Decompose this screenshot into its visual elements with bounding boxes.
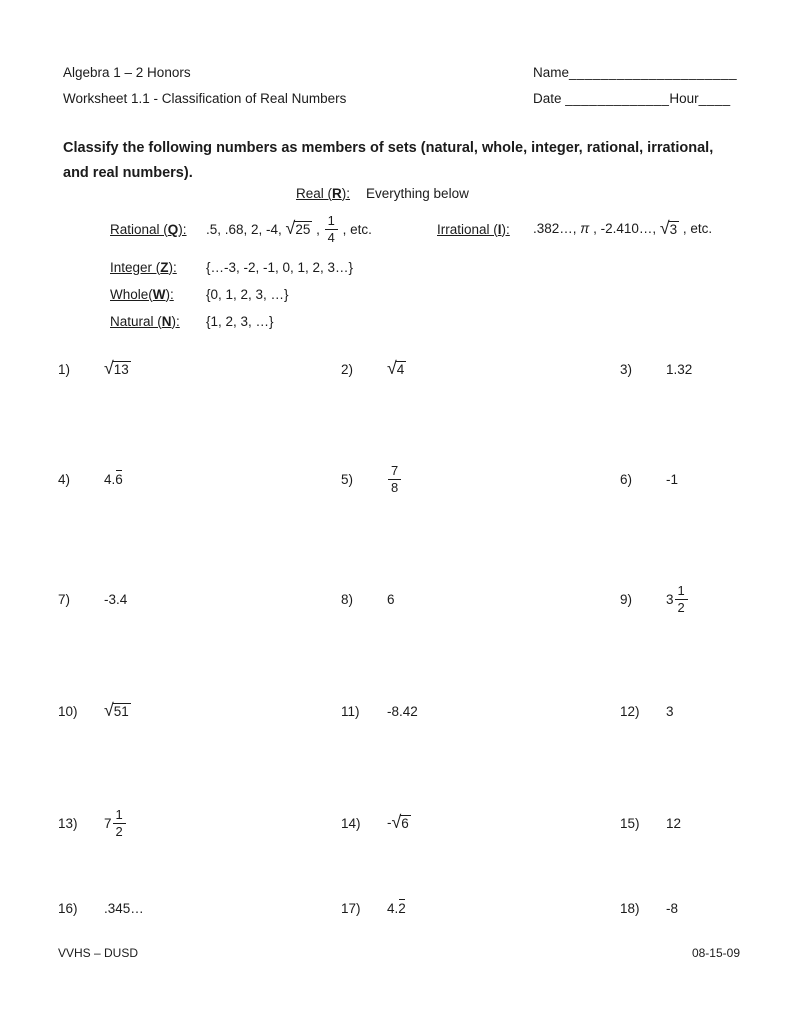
math-text: {…-3, -2, -1, 0, 1, 2, 3…} [206, 259, 354, 275]
radical-symbol: √ [659, 217, 670, 238]
rational-set-definition [110, 206, 372, 252]
integer-set-examples [206, 260, 353, 275]
math-text: -8.42 [387, 703, 418, 719]
real-set-definition [296, 186, 469, 201]
problem-9 [620, 578, 689, 620]
problem-number: 18) [620, 900, 640, 916]
whole-set-examples [206, 287, 289, 302]
problem-number: 13) [58, 815, 78, 831]
sqrt-expression [659, 217, 679, 238]
radicand: 4 [396, 361, 405, 377]
header-left [63, 60, 346, 112]
sqrt-expression [285, 217, 313, 238]
footer-school: VVHS – DUSD [58, 946, 139, 960]
rational-set-label: Rational (Q): [110, 221, 187, 237]
problem-6 [620, 452, 678, 506]
math-text: .345… [104, 900, 144, 916]
math-text: {1, 2, 3, …} [206, 313, 274, 329]
numerator: 1 [325, 213, 338, 230]
irrational-set-examples [533, 217, 713, 238]
problem-number: 15) [620, 815, 640, 831]
math-text: 4. [104, 471, 116, 487]
problem-18 [620, 891, 678, 925]
pi-symbol: π [580, 221, 590, 237]
math-text: .382…, [533, 221, 581, 237]
denominator: 2 [115, 823, 123, 839]
radicand: 13 [113, 361, 129, 377]
problem-number: 10) [58, 703, 78, 719]
problem-value [666, 362, 692, 377]
date-hour-field [533, 86, 737, 112]
problem-number: 14) [341, 815, 361, 831]
math-text: 1.32 [666, 361, 693, 377]
problem-value [104, 699, 131, 720]
natural-set-label: Natural (N): [110, 313, 180, 329]
radical-symbol: √ [285, 217, 296, 238]
problem-number: 8) [341, 591, 354, 607]
problem-4 [58, 452, 123, 506]
problem-number: 9) [620, 591, 633, 607]
hour-blank-line: ____ [698, 91, 731, 106]
radical-symbol: √ [391, 811, 402, 832]
header-right [533, 60, 737, 112]
fraction [325, 213, 338, 245]
course-title: Algebra 1 – 2 Honors [63, 65, 191, 80]
problem-number: 17) [341, 900, 361, 916]
math-text: -1 [666, 471, 679, 487]
fraction [388, 463, 401, 495]
problem-17 [341, 891, 406, 925]
problem-10 [58, 694, 131, 728]
name-blank-line: _____________________ [569, 65, 738, 80]
problem-value [666, 704, 674, 719]
radicand: 3 [669, 221, 678, 237]
problem-value [387, 463, 402, 495]
sqrt-expression [387, 357, 406, 378]
radicand: 51 [113, 703, 129, 719]
problem-value [666, 472, 678, 487]
rational-set-examples [206, 213, 372, 245]
fraction [675, 583, 688, 615]
math-text: -3.4 [104, 591, 128, 607]
instruction-line-1: Classify the following numbers as members of sets (natural, whole, integer, rational, irrational, [63, 140, 714, 156]
irrational-set-label: Irrational (I): [437, 221, 510, 237]
radical-symbol: √ [104, 699, 114, 720]
problem-value [387, 811, 411, 832]
math-text: - [387, 815, 392, 831]
math-text: .5, .68, 2, -4, [206, 221, 286, 237]
radical-symbol: √ [104, 357, 114, 378]
math-text: , -2.410…, [589, 221, 660, 237]
numerator: 1 [675, 583, 688, 600]
irrational-set-definition [437, 206, 712, 252]
problem-5 [341, 452, 402, 506]
sqrt-expression [104, 699, 131, 720]
math-text: 4. [387, 900, 399, 916]
math-text: 6 [387, 591, 395, 607]
problem-number: 16) [58, 900, 78, 916]
whole-set-label: Whole(W): [110, 286, 174, 302]
fraction [113, 807, 126, 839]
problem-7 [58, 578, 127, 620]
problem-number: 4) [58, 471, 71, 487]
problem-number: 11) [341, 703, 360, 719]
integer-set-definition [110, 257, 353, 277]
real-set-text: Everything below [366, 186, 469, 201]
problem-value [104, 357, 131, 378]
math-text: 3 [666, 591, 674, 607]
real-set-label: Real (R): [296, 186, 351, 201]
sqrt-expression [391, 811, 411, 832]
problem-number: 3) [620, 361, 633, 377]
problem-11 [341, 694, 418, 728]
math-text: -8 [666, 900, 679, 916]
math-text: , etc. [338, 221, 372, 237]
problem-value [666, 583, 689, 615]
radicand: 25 [295, 221, 311, 237]
radicand: 6 [401, 815, 409, 831]
instruction-line-2: and real numbers). [63, 164, 193, 181]
problem-13 [58, 796, 127, 850]
problem-3 [620, 352, 692, 386]
worksheet-title: Worksheet 1.1 - Classification of Real Numbers [63, 91, 347, 106]
problem-1 [58, 352, 131, 386]
denominator: 8 [391, 479, 399, 495]
math-text: 12 [666, 815, 682, 831]
denominator: 2 [677, 599, 685, 615]
problem-value [104, 592, 127, 607]
radical-symbol: √ [387, 357, 397, 378]
footer-date: 08-15-09 [691, 946, 740, 960]
denominator: 4 [327, 229, 335, 245]
natural-set-examples [206, 314, 274, 329]
problem-number: 7) [58, 591, 71, 607]
math-text: , [312, 221, 324, 237]
problem-value [104, 901, 144, 916]
problem-value [666, 816, 681, 831]
problem-8 [341, 578, 395, 620]
math-text: 3 [666, 703, 674, 719]
sqrt-expression [104, 357, 131, 378]
problem-value [387, 901, 406, 916]
math-text: {0, 1, 2, 3, …} [206, 286, 289, 302]
problem-value [666, 901, 678, 916]
problem-value [104, 472, 123, 487]
math-text: 7 [104, 815, 112, 831]
numerator: 1 [113, 807, 126, 824]
problem-16 [58, 891, 144, 925]
problem-value [387, 704, 418, 719]
problem-12 [620, 694, 674, 728]
problem-14 [341, 796, 411, 850]
page-footer [58, 946, 740, 960]
problem-2 [341, 352, 406, 386]
problem-number: 1) [58, 361, 71, 377]
problem-number: 12) [620, 703, 640, 719]
whole-set-definition [110, 284, 289, 304]
problem-number: 6) [620, 471, 633, 487]
repeating-digit: 6 [115, 471, 123, 487]
date-label: Date [533, 91, 566, 106]
problem-15 [620, 796, 681, 850]
problem-value [104, 807, 127, 839]
instructions [63, 136, 763, 185]
numerator: 7 [388, 463, 401, 480]
name-label: Name [533, 65, 570, 80]
problem-value [387, 357, 406, 378]
math-text: , etc. [679, 221, 713, 237]
integer-set-label: Integer (Z): [110, 259, 177, 275]
natural-set-definition [110, 311, 274, 331]
problem-number: 5) [341, 471, 354, 487]
repeating-digit: 2 [398, 900, 406, 916]
problem-value [387, 592, 395, 607]
hour-label: Hour [669, 91, 699, 106]
date-blank-line: _____________ [565, 91, 670, 106]
problem-number: 2) [341, 361, 354, 377]
name-field [533, 60, 737, 86]
